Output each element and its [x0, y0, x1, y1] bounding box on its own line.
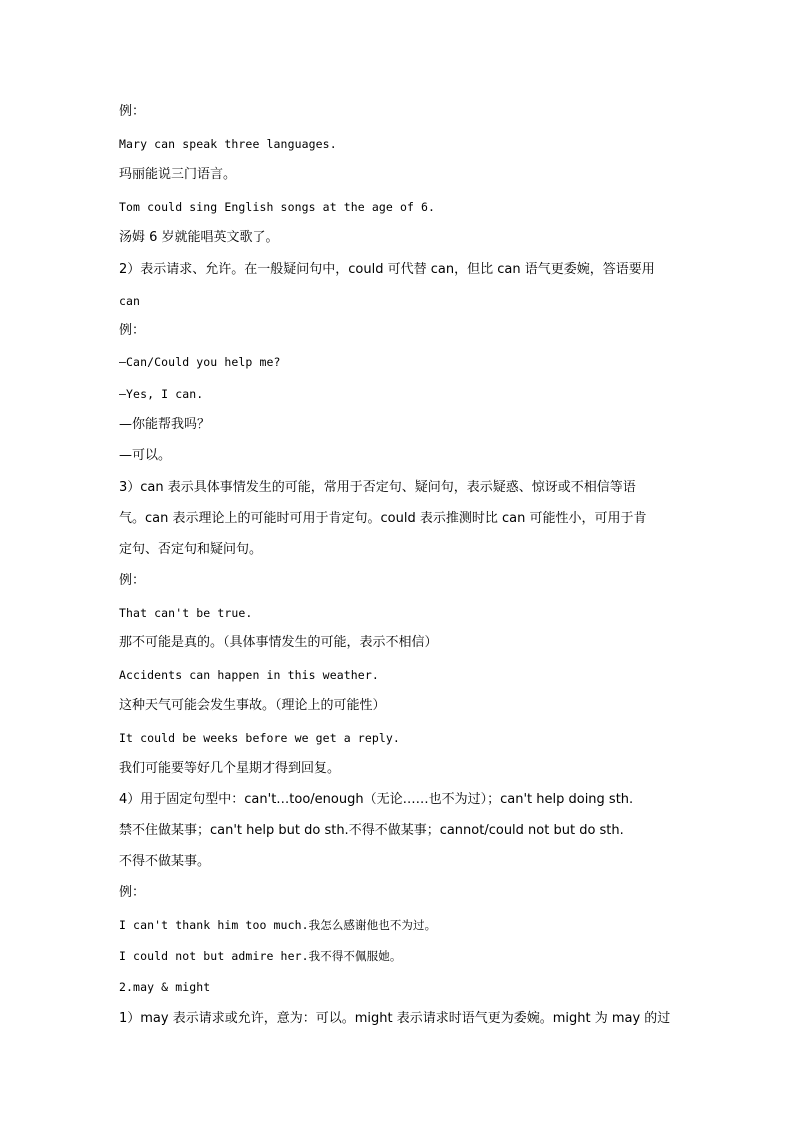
- translation-line: 我们可能要等好几个星期才得到回复。: [119, 761, 341, 776]
- translation-line: 这种天气可能会发生事故。（理论上的可能性）: [119, 698, 386, 713]
- rule-paragraph-line: 1）may 表示请求或允许，意为：可以。might 表示请求时语气更为委婉。might 为 may 的过: [119, 1011, 671, 1026]
- rule-paragraph-line: 不得不做某事。: [119, 854, 211, 869]
- translation-line: 汤姆 6 岁就能唱英文歌了。: [119, 230, 279, 245]
- translation-line: 玛丽能说三门语言。: [119, 167, 237, 182]
- dialogue-translation: —你能帮我吗？: [119, 417, 211, 432]
- example-sentence: It could be weeks before we get a reply.: [119, 731, 400, 745]
- example-sentence: I can't thank him too much.我怎么感谢他也不为过。: [119, 918, 437, 932]
- example-label: 例：: [119, 104, 146, 119]
- rule-paragraph-line: 禁不住做某事；can't help but do sth.不得不做某事；cannot/could not but do sth.: [119, 823, 624, 838]
- example-sentence: I could not but admire her.我不得不佩服她。: [119, 949, 402, 963]
- dialogue-line: —Can/Could you help me?: [119, 355, 281, 369]
- example-sentence: Accidents can happen in this weather.: [119, 668, 379, 682]
- rule-paragraph-line: 气。can 表示理论上的可能时可用于肯定句。could 表示推测时比 can 可能性小，可用于肯: [119, 511, 647, 526]
- rule-paragraph-line: 2）表示请求、允许。在一般疑问句中，could 可代替 can，但比 can 语气更委婉，答语要用: [119, 262, 655, 277]
- example-sentence: Tom could sing English songs at the age of 6.: [119, 200, 436, 214]
- rule-paragraph-line: can: [119, 294, 141, 308]
- rule-paragraph-line: 定句、否定句和疑问句。: [119, 542, 263, 557]
- example-label: 例：: [119, 323, 146, 338]
- example-sentence: Mary can speak three languages.: [119, 137, 337, 151]
- example-label: 例：: [119, 573, 146, 588]
- rule-paragraph-line: 3）can 表示具体事情发生的可能，常用于否定句、疑问句，表示疑惑、惊讶或不相信等语: [119, 480, 636, 495]
- rule-paragraph-line: 4）用于固定句型中：can't…too/enough（无论……也不为过）；can't help doing sth.: [119, 792, 634, 807]
- section-heading: 2.may & might: [119, 980, 211, 994]
- example-sentence: That can't be true.: [119, 606, 253, 620]
- dialogue-translation: —可以。: [119, 448, 172, 463]
- dialogue-line: —Yes, I can.: [119, 387, 204, 401]
- translation-line: 那不可能是真的。（具体事情发生的可能，表示不相信）: [119, 635, 438, 650]
- example-label: 例：: [119, 885, 146, 900]
